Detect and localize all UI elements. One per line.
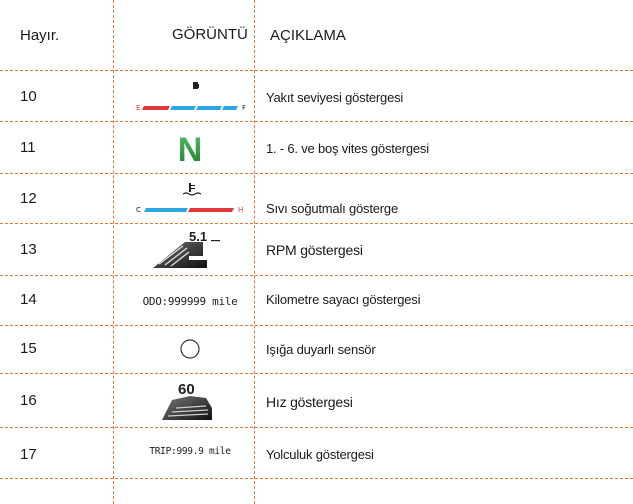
row-description: Işığa duyarlı sensör bbox=[266, 342, 376, 357]
header-image: GÖRÜNTÜ bbox=[172, 26, 248, 43]
light-sensor-icon bbox=[120, 331, 260, 367]
row-divider bbox=[0, 223, 633, 224]
row-divider bbox=[0, 478, 633, 479]
row-description: Yolculuk göstergesi bbox=[266, 447, 374, 462]
row-divider bbox=[0, 373, 633, 374]
row-divider bbox=[0, 427, 633, 428]
header-description: AÇIKLAMA bbox=[270, 26, 346, 44]
column-divider bbox=[113, 0, 114, 504]
svg-text:H: H bbox=[238, 206, 244, 214]
row-description: RPM göstergesi bbox=[266, 242, 363, 258]
fuel-gauge-icon bbox=[120, 78, 260, 118]
header-number: Hayır. bbox=[20, 26, 60, 44]
row-number: 16 bbox=[20, 392, 37, 409]
row-number: 11 bbox=[20, 139, 36, 156]
row-number: 12 bbox=[20, 190, 37, 207]
neutral-gear-icon bbox=[120, 128, 260, 168]
svg-text:E: E bbox=[136, 104, 141, 112]
row-description: Yakıt seviyesi göstergesi bbox=[266, 90, 404, 105]
row-description: Kilometre sayacı göstergesi bbox=[266, 292, 421, 307]
svg-text:60: 60 bbox=[178, 381, 195, 398]
speedometer-icon bbox=[120, 377, 260, 425]
svg-text:F: F bbox=[242, 104, 247, 112]
row-divider bbox=[0, 173, 633, 174]
row-number: 13 bbox=[20, 241, 37, 258]
row-divider bbox=[0, 70, 633, 71]
odometer-display: ODO:999999 mile bbox=[142, 294, 238, 308]
row-number: 10 bbox=[20, 88, 37, 105]
row-description: Sıvı soğutmalı gösterge bbox=[266, 201, 398, 216]
row-number: 14 bbox=[20, 291, 37, 308]
svg-text:C: C bbox=[136, 206, 141, 214]
row-number: 17 bbox=[20, 446, 37, 463]
row-divider bbox=[0, 275, 633, 276]
row-number: 15 bbox=[20, 340, 37, 357]
row-description: 1. - 6. ve boş vites göstergesi bbox=[266, 141, 429, 156]
svg-text:5.1: 5.1 bbox=[189, 229, 208, 244]
row-divider bbox=[0, 325, 633, 326]
row-divider bbox=[0, 121, 633, 122]
row-description: Hız göstergesi bbox=[266, 394, 353, 410]
rpm-gauge-icon bbox=[120, 227, 260, 273]
svg-text:N: N bbox=[177, 131, 203, 165]
coolant-temp-icon bbox=[120, 180, 260, 220]
trip-meter-display: TRIP:999.9 mile bbox=[149, 445, 231, 457]
